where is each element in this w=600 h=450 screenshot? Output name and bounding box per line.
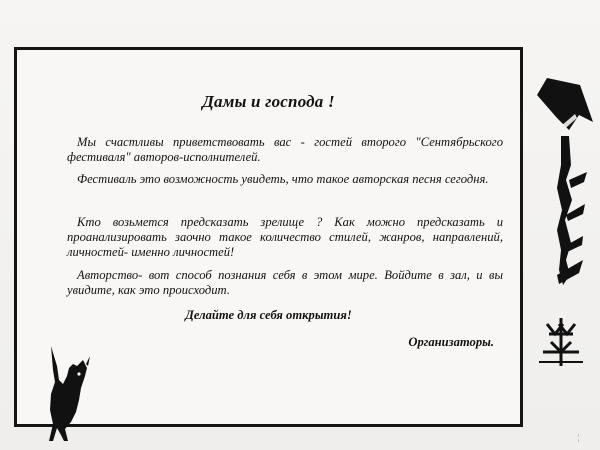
festival-logo-icon <box>535 70 597 370</box>
page-mark: ¦ <box>578 433 580 442</box>
signature: Организаторы. <box>408 335 494 349</box>
paragraph-authorship: Авторство- вот способ познания себя в этом мире. Войдите в зал, и вы увидите, как это происходит. <box>67 268 503 297</box>
paragraph-welcome: Мы счастливы приветствовать вас - гостей второго "Сентябрьского фестиваля" авторов-исполнителей. <box>67 135 503 164</box>
greeting-card <box>14 47 523 427</box>
black-cat-icon <box>41 346 97 446</box>
card-title: Дамы и господа ! <box>202 92 335 111</box>
paragraph-prediction: Кто возьмется предсказать зрелище ? Как можно предсказать и проанализировать заочно такое количество стилей, жанров, направлений, личностей- именно личностей! <box>67 215 503 259</box>
paragraph-festival: Фестиваль это возможность увидеть, что такое авторская песня сегодня. <box>77 172 489 186</box>
call-to-action: Делайте для себя открытия! <box>185 308 352 322</box>
